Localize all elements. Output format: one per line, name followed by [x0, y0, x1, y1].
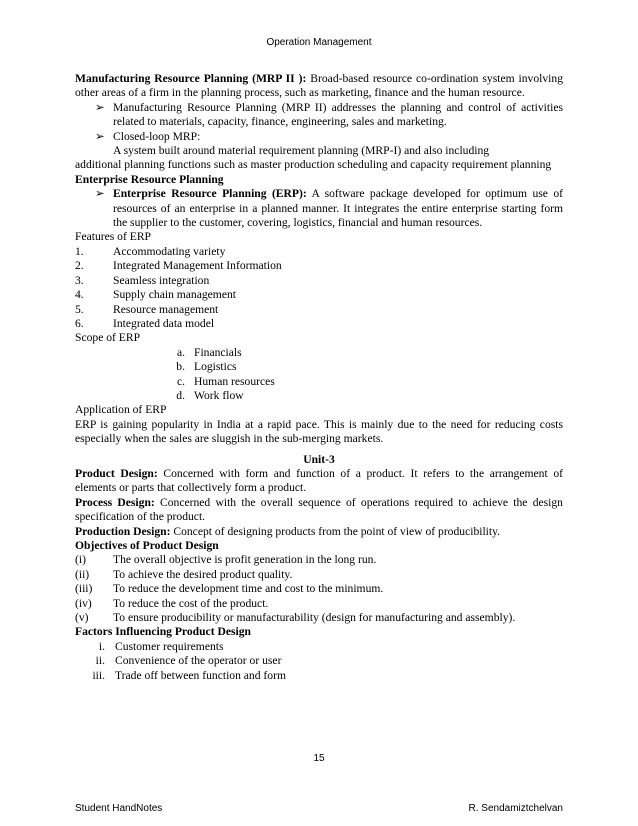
process-design-paragraph: Process Design: Concerned with the overall sequence of operations required to achieve the design specification of the product. [75, 495, 563, 524]
production-design-paragraph: Production Design: Concept of designing products from the point of view of producibility. [75, 524, 501, 538]
list-item: (v) To ensure producibility or manufacturability (design for manufacturing and assembly). [75, 611, 516, 625]
application-text: ERP is gaining popularity in India at a rapid pace. This is mainly due to the need for reducing costs especially when the sales are sluggish in the sub-merging markets. [75, 417, 563, 446]
erp-bullet-text: A software package developed for optimum use of resources of an enterprise in a planned manner. It integrates the entire enterprise starting form the supplier to the customer, covering, logistics, financial and human resources. [113, 187, 563, 230]
erp-heading: Enterprise Resource Planning [75, 172, 224, 186]
mrp-bullet-2-continuation: additional planning functions such as master production scheduling and capacity requirement planning [75, 158, 552, 172]
list-item: 5. Resource management [75, 302, 219, 316]
arrow-bullet-icon: ➢ [95, 100, 105, 114]
list-item: i. Customer requirements [98, 639, 224, 653]
product-design-paragraph: Product Design: Concerned with form and function of a product. It refers to the arrangement of elements or parts that collectively form a product. [75, 466, 563, 495]
arrow-bullet-icon: ➢ [95, 129, 105, 143]
unit-title: Unit-3 [303, 452, 335, 466]
mrp-bullet-2-label: Closed-loop MRP: [113, 129, 201, 143]
mrp-paragraph [75, 72, 563, 101]
features-title: Features of ERP [75, 230, 151, 244]
erp-bullet [75, 187, 563, 230]
arrow-bullet-icon: ➢ [95, 187, 105, 201]
mrp-heading: Manufacturing Resource Planning (MRP II ): [75, 72, 307, 85]
factors-list [75, 640, 563, 683]
factors-title: Factors Influencing Product Design [75, 625, 251, 639]
objectives-list [75, 553, 563, 625]
mrp-bullet-2 [75, 130, 563, 144]
scope-title: Scope of ERP [75, 331, 141, 345]
list-item: 1. Accommodating variety [75, 244, 226, 258]
objectives-title: Objectives of Product Design [75, 539, 219, 552]
list-item: 2. Integrated Management Information [75, 259, 282, 273]
list-item: ii. Convenience of the operator or user [95, 654, 282, 668]
page-number: 15 [313, 753, 325, 764]
mrp-bullet-1 [75, 101, 563, 130]
list-item: c. Human resources [176, 374, 275, 388]
list-item: d. Work flow [176, 388, 244, 402]
scope-list [75, 346, 563, 404]
footer-right: R. Sendamiztchelvan [468, 803, 563, 814]
list-item: (iv) To reduce the cost of the product. [75, 596, 269, 610]
mrp-bullet-2-text: A system built around material requirement planning (MRP-I) and also including [113, 144, 490, 158]
features-list [75, 245, 563, 331]
page-header: Operation Management [266, 37, 372, 48]
list-item: 6. Integrated data model [75, 316, 215, 330]
list-item: (iii) To reduce the development time and cost to the minimum. [75, 582, 384, 596]
list-item: (i) The overall objective is profit generation in the long run. [75, 553, 377, 567]
erp-bullet-label: Enterprise Resource Planning (ERP): [113, 187, 307, 201]
list-item: iii. Trade off between function and form [92, 668, 286, 682]
list-item: 4. Supply chain management [75, 288, 236, 302]
application-title: Application of ERP [75, 403, 167, 417]
list-item: a. Financials [176, 345, 242, 359]
mrp-text: Broad-based resource co-ordination system involving other areas of a firm in the planning process, such as marketing, finance and the human resource. [75, 72, 563, 100]
mrp-bullet-1-text: Manufacturing Resource Planning (MRP II) addresses the planning and control of activities related to materials, capacity, finance, engineering, sales and marketing. [113, 100, 563, 129]
list-item: b. Logistics [176, 360, 237, 374]
page-content [75, 72, 563, 683]
footer-left: Student HandNotes [75, 803, 163, 814]
list-item: 3. Seamless integration [75, 273, 210, 287]
list-item: (ii) To achieve the desired product quality. [75, 567, 293, 581]
